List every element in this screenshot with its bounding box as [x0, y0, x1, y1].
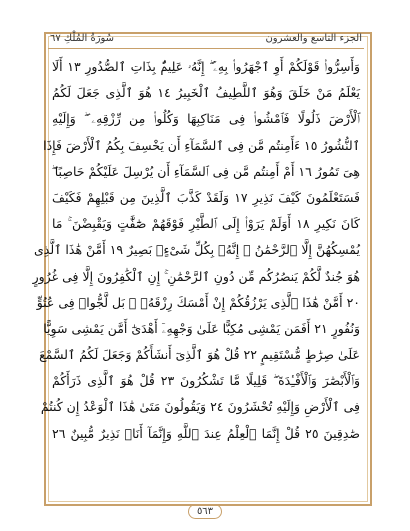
text-line: عَلَىٰ صِرَٰطٍ مُّسْتَقِيمٍ ٢٢ قُلْ هُوَ ٱلَّذِىٓ أَنشَأَكُمْ وَجَعَلَ لَكُمُ ٱلسَّمْعَ: [39, 347, 360, 363]
surah-title: سُورَةُ المُلْكِ ٦٧: [50, 33, 115, 44]
page-number-container: [0, 504, 410, 519]
quran-text: [32, 54, 361, 474]
text-line: وَٱلْأَبْصَٰرَ وَٱلْأَفْـِٔدَةَ ۖ قَلِيلًا مَّا تَشْكُرُونَ ٢٣ قُلْ هُوَ ٱلَّذِى ذَرَأَكُمْ: [52, 373, 360, 389]
text-line: ٢٠ أَمَّنْ هَٰذَا ٱلَّذِى يَرْزُقُكُمْ إِنْ أَمْسَكَ رِزْقَهُۥ ۚ بَل لَّجُّوا۟ فِى عُتُوٍّ: [36, 294, 360, 310]
page-header: [44, 31, 368, 51]
text-line: فِى ٱلْأَرْضِ وَإِلَيْهِ تُحْشَرُونَ ٢٤ وَيَقُولُونَ مَتَىٰ هَٰذَا ٱلْوَعْدُ إِن كُنتُمْ: [40, 399, 360, 415]
text-line: ٱلْأَرْضَ ذَلُولًا فَٱمْشُوا۟ فِى مَنَاكِبِهَا وَكُلُوا۟ مِن رِّزْقِهِۦ ۖ وَإِلَيْهِ: [52, 111, 360, 127]
text-line: يَعْلَمُ مَنْ خَلَقَ وَهُوَ ٱللَّطِيفُ ٱلْخَبِيرُ ١٤ هُوَ ٱلَّذِى جَعَلَ لَكُمُ: [52, 85, 360, 101]
text-line: وَأَسِرُّوا۟ قَوْلَكُمْ أَوِ ٱجْهَرُوا۟ بِهِۦٓ ۖ إِنَّهُۥ عَلِيمٌۢ بِذَاتِ ٱلصُّدُورِ ١٣ أَلَا: [52, 59, 361, 74]
juz-title: الجزء التاسع والعشرون: [265, 33, 362, 44]
text-line: فَسَتَعْلَمُونَ كَيْفَ نَذِيرِ ١٧ وَلَقَدْ كَذَّبَ ٱلَّذِينَ مِن قَبْلِهِمْ فَكَيْفَ: [52, 189, 360, 205]
text-line: هُوَ جُندٌ لَّكُمْ يَنصُرُكُم مِّن دُونِ ٱلرَّحْمَٰنِ ۚ إِنِ ٱلْكَٰفِرُونَ إِلَّا فِى غُرُورٍ: [32, 268, 360, 284]
text-line: يُمْسِكُهُنَّ إِلَّا ٱلرَّحْمَٰنُ ۚ إِنَّهُۥ بِكُلِّ شَىْءٍۭ بَصِيرٌ ١٩ أَمَّنْ هَٰذَا ٱلَّذِى: [33, 242, 360, 258]
text-line: وَنُفُورٍ ٢١ أَفَمَن يَمْشِى مُكِبًّا عَلَىٰ وَجْهِهِۦٓ أَهْدَىٰٓ أَمَّن يَمْشِى سَوِيًّا: [43, 320, 360, 336]
text-line: هِىَ تَمُورُ ١٦ أَمْ أَمِنتُم مَّن فِى ٱلسَّمَآءِ أَن يُرْسِلَ عَلَيْكُمْ حَاصِبًا ۖ: [51, 163, 360, 179]
text-line: ٱلنُّشُورُ ١٥ ءَأَمِنتُم مَّن فِى ٱلسَّمَآءِ أَن يَخْسِفَ بِكُمُ ٱلْأَرْضَ فَإِذَا: [43, 137, 360, 153]
text-line: صَٰدِقِينَ ٢٥ قُلْ إِنَّمَا ٱلْعِلْمُ عِندَ ٱللَّهِ وَإِنَّمَآ أَنَا۠ نَذِيرٌ مُّبِينٌ ٢٦: [52, 425, 360, 441]
text-line: كَانَ نَكِيرِ ١٨ أَوَلَمْ يَرَوْا۟ إِلَى ٱلطَّيْرِ فَوْقَهُمْ صَٰٓفَّٰتٍ وَيَقْبِضْنَ ۚ مَا: [52, 216, 361, 232]
header-divider: [48, 48, 364, 49]
page-number: ٥٦٣: [188, 504, 222, 519]
